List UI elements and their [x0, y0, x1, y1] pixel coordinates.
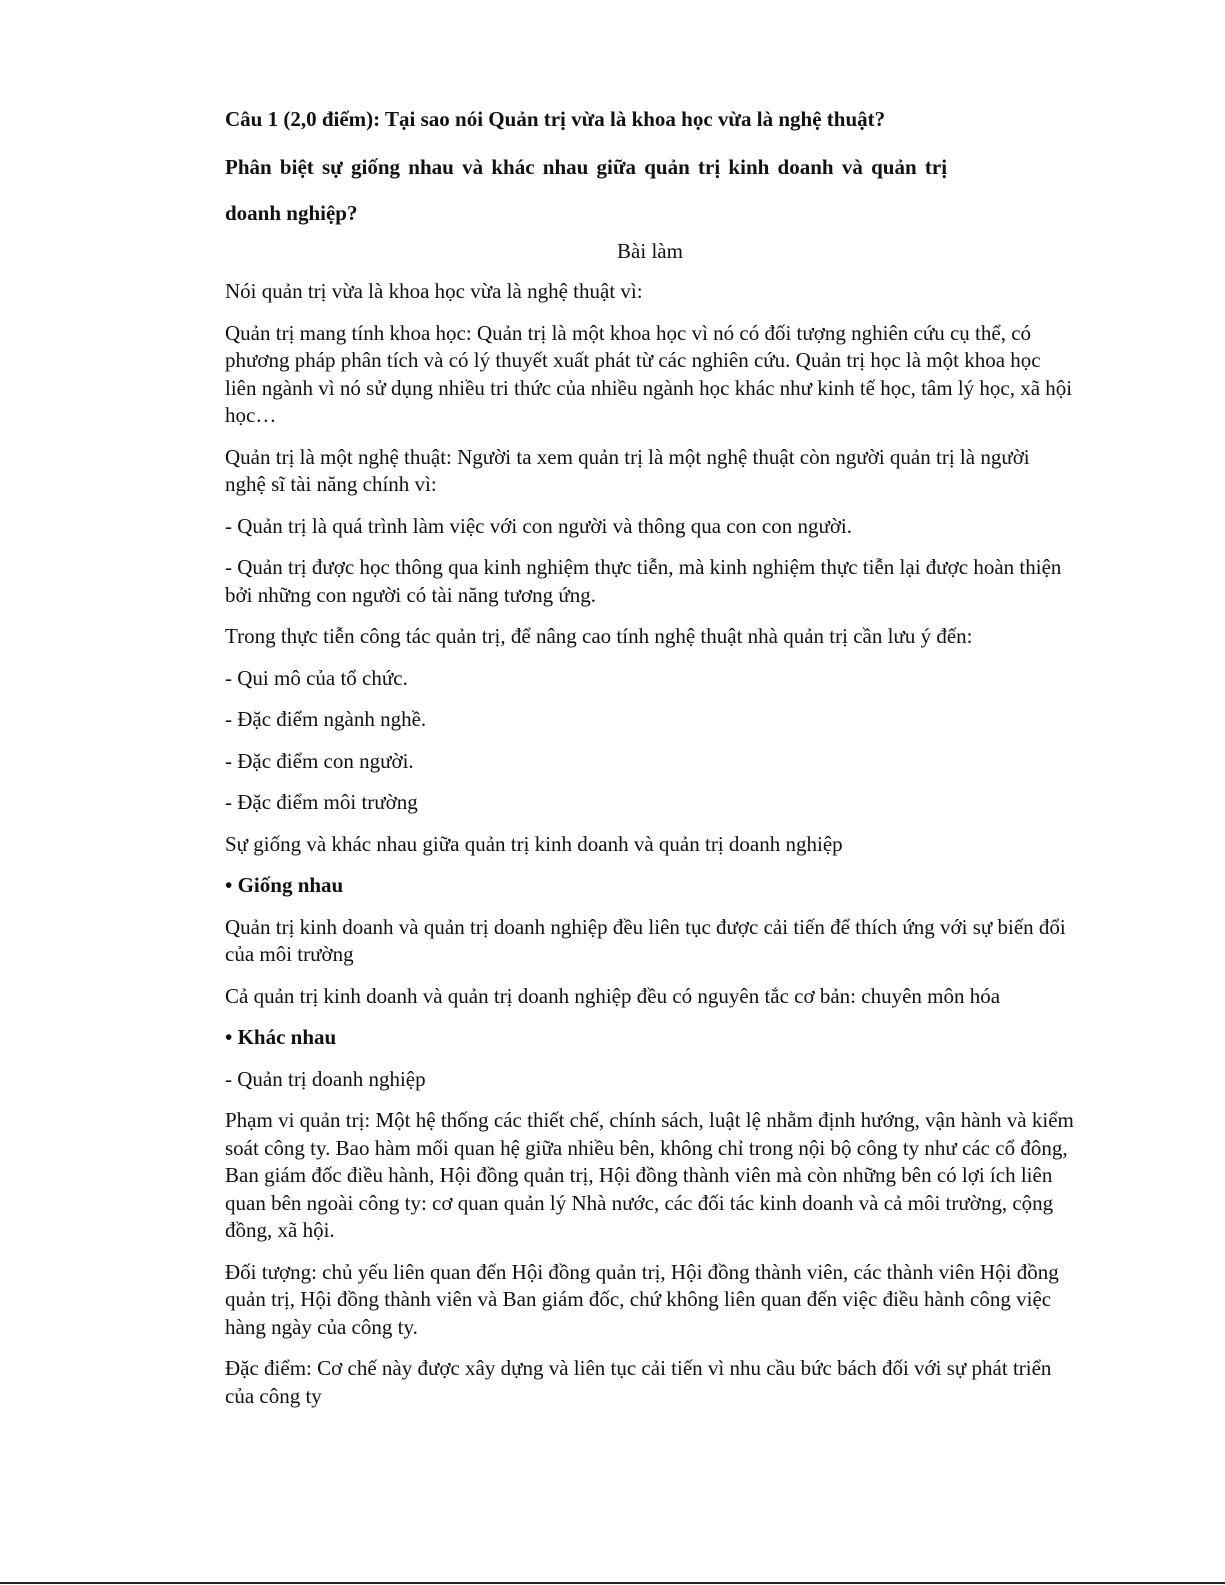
paragraph: - Qui mô của tổ chức.	[225, 665, 408, 690]
paragraph: - Đặc điểm môi trường	[225, 790, 418, 814]
paragraph: Nói quản trị vừa là khoa học vừa là nghệ thuật vì:	[225, 279, 643, 303]
document-page	[225, 104, 1075, 1424]
paragraph: Quản trị kinh doanh và quản trị doanh nghiệp đều liên tục được cải tiến để thích ứng với sự biến đổi của môi trường	[225, 914, 1066, 966]
question-line-1: Câu 1 (2,0 điểm): Tại sao nói Quản trị vừa là khoa học vừa là nghệ thuật?	[225, 107, 886, 131]
paragraph: - Quản trị doanh nghiệp	[225, 1066, 426, 1091]
answer-heading: Bài làm	[617, 239, 683, 263]
section-heading: • Khác nhau	[225, 1025, 337, 1049]
question-line-2: Phân biệt sự giống nhau và khác nhau giữa quản trị kinh doanh và quản trị	[225, 155, 948, 179]
answer-body	[225, 278, 1075, 1410]
paragraph: - Quản trị là quá trình làm việc với con người và thông qua con con người.	[225, 513, 853, 538]
paragraph: Đối tượng: chủ yếu liên quan đến Hội đồng quản trị, Hội đồng thành viên, các thành viên Hội đồng quản trị, Hội đồng thành viên và Ban giám đốc, chứ không liên quan đến việc điều hành công việc hàng ngày của công ty.	[225, 1259, 1059, 1339]
paragraph: Phạm vi quản trị: Một hệ thống các thiết chế, chính sách, luật lệ nhằm định hướng, vận hành và kiểm soát công ty. Bao hàm mối quan hệ giữa nhiều bên, không chỉ trong nội bộ công ty như các cổ đông, Ban giám đốc điều hành, Hội đồng quản trị, Hội đồng thành viên mà còn những bên có lợi ích liên quan bên ngoài công ty: cơ quan quản lý Nhà nước, các đối tác kinh doanh và cả môi trường, cộng đồng, xã hội.	[225, 1108, 1074, 1242]
section-heading: • Giống nhau	[225, 873, 344, 897]
paragraph: Cả quản trị kinh doanh và quản trị doanh nghiệp đều có nguyên tắc cơ bản: chuyên môn hóa	[225, 983, 1001, 1008]
paragraph: Quản trị mang tính khoa học: Quản trị là một khoa học vì nó có đối tượng nghiên cứu cụ thể, có phương pháp phân tích và có lý thuyết xuất phát từ các nghiên cứu. Quản trị học là một khoa học liên ngành vì nó sử dụng nhiều tri thức của nhiều ngành học khác như kinh tế học, tâm lý học, xã hội học…	[225, 320, 1073, 427]
paragraph: Quản trị là một nghệ thuật: Người ta xem quản trị là một nghệ thuật còn người quản trị là người nghệ sĩ tài năng chính vì:	[225, 444, 1030, 496]
paragraph: Trong thực tiễn công tác quản trị, để nâng cao tính nghệ thuật nhà quản trị cần lưu ý đến:	[225, 624, 973, 648]
question-line-3: doanh nghiệp?	[225, 201, 358, 225]
paragraph: Đặc điểm: Cơ chế này được xây dựng và liên tục cải tiến vì nhu cầu bức bách đối với sự phát triển của công ty	[225, 1356, 1052, 1408]
page-bottom-rule	[0, 1582, 1225, 1584]
paragraph: Sự giống và khác nhau giữa quản trị kinh doanh và quản trị doanh nghiệp	[225, 831, 843, 856]
paragraph: - Quản trị được học thông qua kinh nghiệm thực tiễn, mà kinh nghiệm thực tiễn lại được hoàn thiện bởi những con người có tài năng tương ứng.	[225, 555, 1062, 607]
paragraph: - Đặc điểm con người.	[225, 748, 414, 773]
paragraph: - Đặc điểm ngành nghề.	[225, 707, 427, 731]
